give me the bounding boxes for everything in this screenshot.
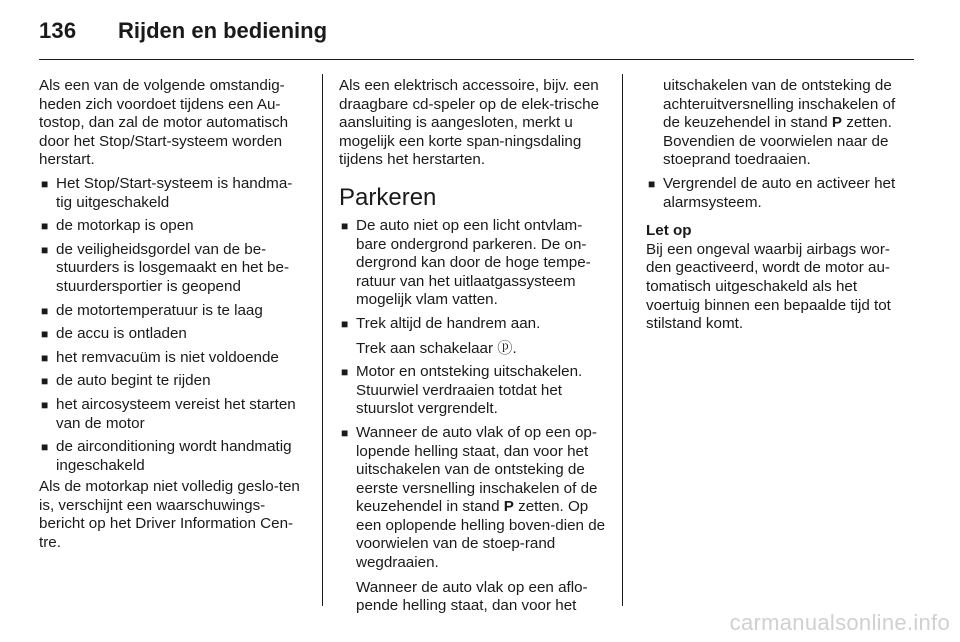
column-2 [339, 77, 606, 616]
bullet-square-icon: ■ [41, 440, 49, 455]
list-item: ■ Vergrendel de auto en activeer het alarmsysteem. [648, 174, 896, 211]
column-divider-2 [622, 74, 623, 606]
watermark: carmanualsonline.info [729, 610, 950, 635]
bullet-square-icon: ■ [341, 316, 349, 331]
list-item: ■ De auto niet op een licht ontvlam-bare ondergrond parkeren. De on-dergrond kan door de hoge tempe-ratuur van het uitlaatgassysteem mogelijk vlam vatten. [341, 216, 591, 309]
list-item: ■ het remvacuüm is niet voldoende [41, 348, 279, 366]
bullet-square-icon: ■ [41, 303, 49, 318]
list-item: ■ Trek altijd de handrem aan. [341, 314, 541, 332]
col1-outro-paragraph: Als de motorkap niet volledig geslo-ten is, verschijnt een waarschuwings-bericht op het Driver Information Cen-tre. [39, 478, 300, 552]
bullet-square-icon: ■ [41, 219, 49, 234]
list-item: ■ de veiligheidsgordel van de be-stuurders is losgemaakt en het be-stuurdersportier is geopend [41, 240, 289, 295]
downhill-instruction: Wanneer de auto vlak op een aflo-pende helling staat, dan voor het [356, 578, 588, 615]
column-1 [39, 77, 306, 553]
continued-paragraph: uitschakelen van de ontsteking de achteruitversnelling inschakelen of de keuzehendel in stand P zetten. Bovendien de voorwielen naar de stoeprand toedraaien. [663, 77, 896, 169]
list-item: ■ de airconditioning wordt handmatig ingeschakeld [41, 438, 292, 474]
list-item: ■ het aircosysteem vereist het starten van de motor [41, 395, 296, 432]
column-divider-1 [322, 74, 323, 606]
bullet-square-icon: ■ [341, 218, 349, 233]
bullet-square-icon: ■ [341, 365, 349, 380]
list-item: ■ Het Stop/Start-systeem is handma-tig uitgeschakeld [41, 174, 293, 211]
bullet-square-icon: ■ [41, 374, 49, 389]
bullet-square-icon: ■ [648, 176, 656, 191]
page-number: 136 [39, 18, 77, 43]
section-heading-parkeren: Parkeren [339, 183, 437, 211]
handbrake-instruction: Trek aan schakelaar ⓟ. [356, 339, 517, 357]
header-rule [39, 59, 914, 60]
col2-intro-paragraph: Als een elektrisch accessoire, bijv. een draagbare cd-speler op de elek-trische aansluiting is aangesloten, merkt u mogelijk een korte span-ningsdaling tijdens het herstarten. [339, 77, 600, 169]
col1-intro-paragraph: Als een van de volgende omstandig-heden zich voordoet tijdens een Au-tostop, dan zal de motor automatisch door het Stop/Start-systeem worden herstart. [39, 77, 289, 169]
note-text: Bij een ongeval waarbij airbags wor-den geactiveerd, wordt de motor au-tomatisch uitgeschakeld als het voertuig binnen een bepaalde tijd tot stilstand komt. [646, 240, 891, 333]
list-item: ■ Wanneer de auto vlak of op een op-lopende helling staat, dan voor het uitschakelen van de ontsteking de eerste versnelling inschakelen of de keuzehendel in stand P zetten. Op een oplopende helling boven-dien de voorwielen van de stoep-rand wegdraaien. [341, 423, 606, 572]
list-item: ■ de accu is ontladen [41, 325, 187, 343]
list-item: ■ Motor en ontsteking uitschakelen. Stuurwiel verdraaien totdat het stuurslot vergrendelt. [341, 363, 583, 418]
note-label: Let op [646, 222, 692, 240]
column-3 [646, 77, 914, 334]
bullet-square-icon: ■ [41, 350, 49, 365]
list-item: ■ de motorkap is open [41, 217, 194, 235]
page-title: Rijden en bediening [118, 18, 328, 43]
bullet-square-icon: ■ [41, 397, 49, 412]
bullet-square-icon: ■ [41, 176, 49, 191]
list-item: ■ de auto begint te rijden [41, 372, 211, 390]
bullet-square-icon: ■ [41, 327, 49, 342]
bullet-square-icon: ■ [41, 242, 49, 257]
bullet-square-icon: ■ [341, 425, 349, 440]
list-item: ■ de motortemperatuur is te laag [41, 301, 263, 319]
